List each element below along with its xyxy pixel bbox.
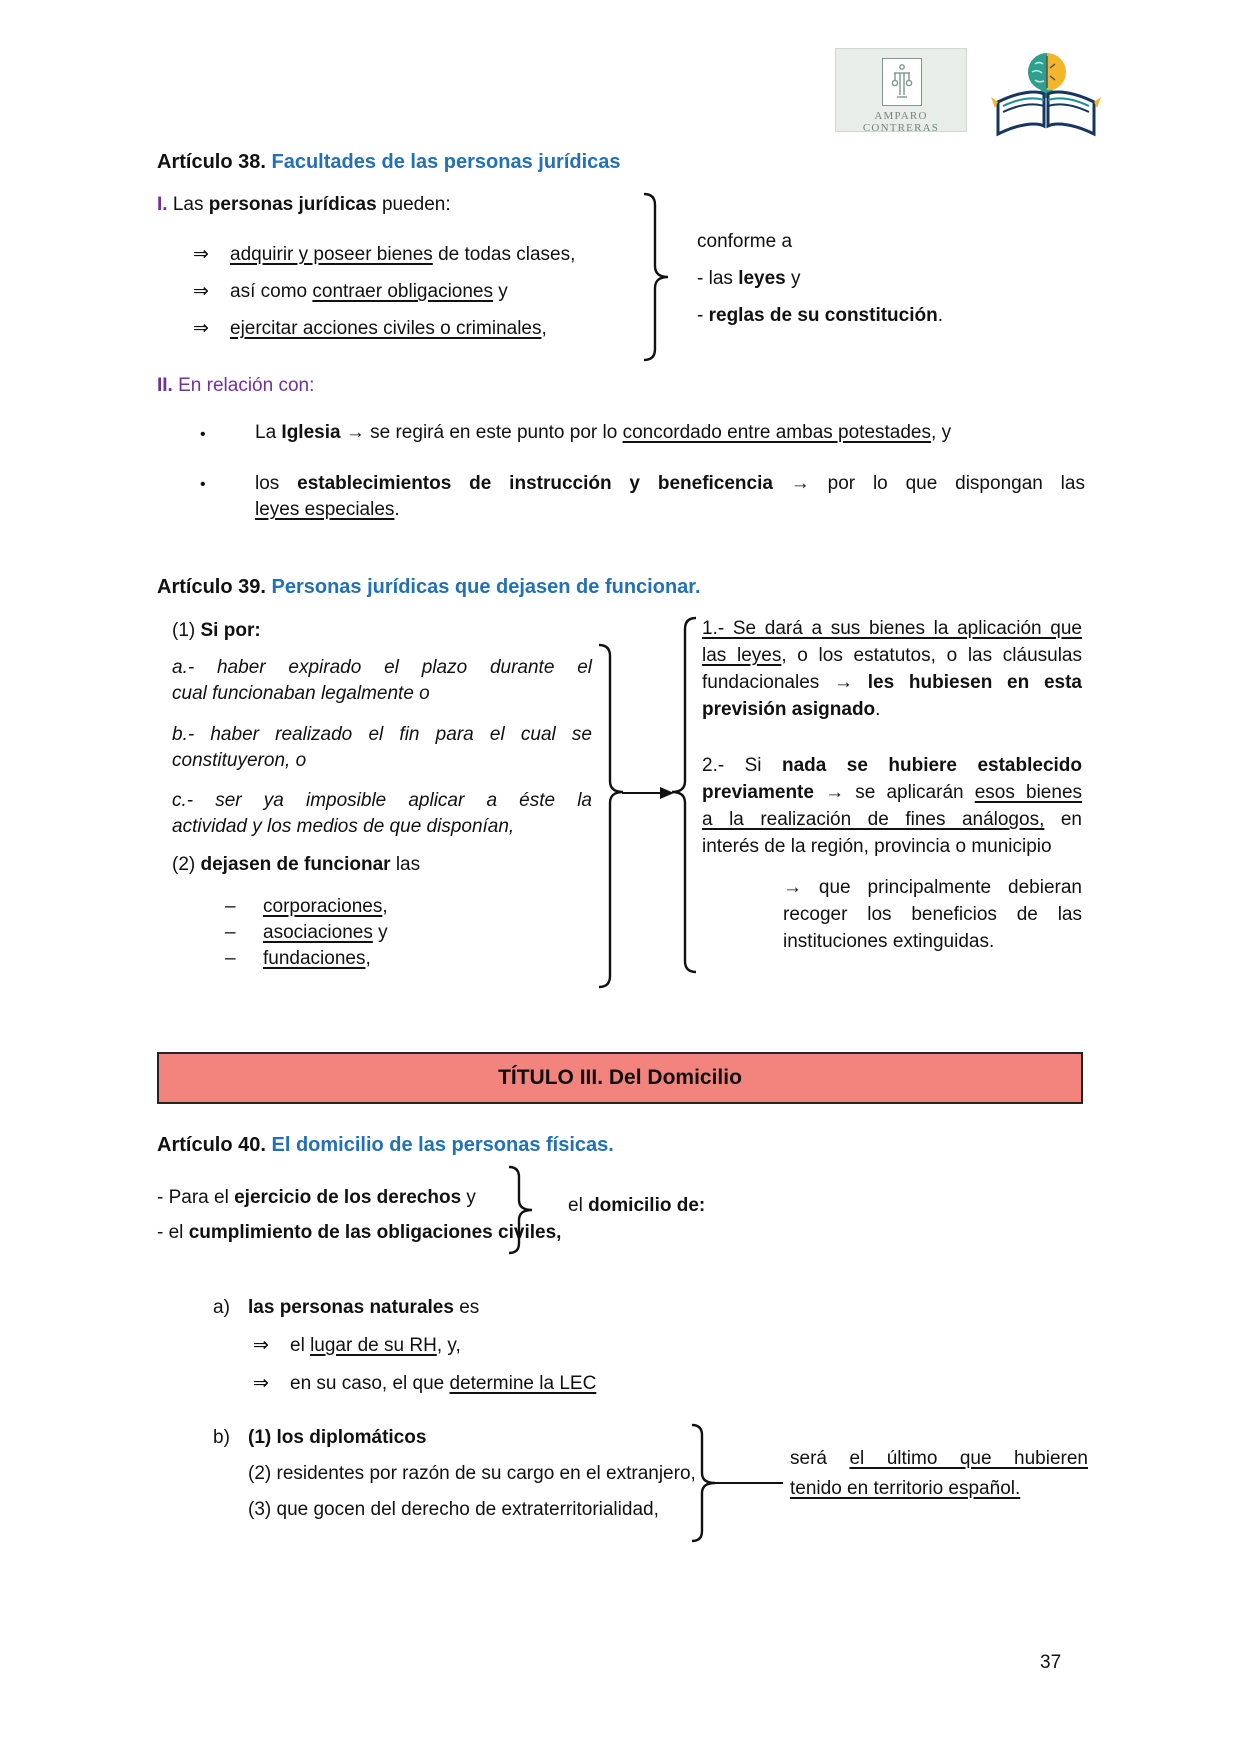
titulo3-banner: TÍTULO III. Del Domicilio [157, 1052, 1083, 1104]
left-brace-icon [669, 615, 699, 975]
art39-rule1: 1.- Se dará a sus bienes la aplicación que las leyes, o los estatutos, o las cláusulas fundacionales → les hubiesen en esta previsión asignado. [702, 618, 1082, 720]
right-brace-icon [596, 642, 626, 990]
list-item: ⇒ en su caso, el que determine la LEC [253, 1373, 597, 1394]
bullet-marker: • [200, 476, 206, 493]
amparo-contreras-logo [835, 48, 967, 132]
bullet-item: • La Iglesia → se regirá en este punto por lo concordado entre ambas potestades, y [200, 421, 1100, 447]
logo-caption: AMPARO CONTRERAS [862, 110, 940, 134]
art38-conforme-block: conforme a - las leyes y - reglas de su constitución. [697, 231, 943, 326]
art38-section2-heading: II. En relación con: [157, 375, 315, 396]
dash-marker: – [225, 922, 236, 943]
art40-a-items [253, 1334, 753, 1396]
art40-intro-line1: - Para el ejercicio de los derechos y [157, 1187, 476, 1208]
list-item: ⇒ así como contraer obligaciones y [193, 281, 508, 302]
double-arrow-marker: ⇒ [193, 318, 209, 339]
right-brace-icon [641, 191, 671, 363]
bullet-item: • los establecimientos de instrucción y beneficencia → por lo que dispongan las leyes especiales. [200, 473, 1085, 520]
art39-cause-a: a.- haber expirado el plazo durante el cual funcionaban legalmente o [172, 657, 592, 704]
book-brain-bulb-logo-icon [990, 42, 1102, 138]
art39-p1: (1) Si por: [172, 620, 261, 641]
list-item: ⇒ adquirir y poseer bienes de todas clases, [193, 244, 576, 265]
dash-item: – fundaciones, [172, 946, 592, 972]
art38-heading: Artículo 38. Facultades de las personas jurídicas [157, 151, 621, 173]
art39-rule2: 2.- Si nada se hubiere establecido previamente → se aplicarán esos bienes a la realización de fines análogos, en interés de la región, provincia o municipio [702, 755, 1083, 857]
connector-line [715, 1482, 783, 1484]
list-item: ⇒ ejercitar acciones civiles o criminales, [193, 318, 547, 339]
connector-arrow-icon [622, 785, 674, 801]
art39-rule2-note: → que principalmente debieran recoger los beneficios de las instituciones extinguidas. [783, 877, 1082, 952]
art39-left-column [172, 618, 592, 972]
art40-intro-line2: - el cumplimiento de las obligaciones civiles, [157, 1222, 562, 1243]
art40-domicilio-label: el domicilio de: [568, 1195, 706, 1216]
scales-emblem-icon [882, 58, 922, 106]
dash-marker: – [225, 948, 236, 969]
double-arrow-marker: ⇒ [193, 244, 209, 265]
double-arrow-marker: ⇒ [253, 1373, 269, 1394]
dash-marker: – [225, 896, 236, 917]
art39-heading: Artículo 39. Personas jurídicas que dejasen de funcionar. [157, 576, 701, 598]
art40-b-label: b) [213, 1427, 230, 1448]
art39-cause-c: c.- ser ya imposible aplicar a éste la actividad y los medios de que disponían, [172, 790, 592, 837]
dash-item: – asociaciones y [172, 920, 592, 946]
list-item: ⇒ el lugar de su RH, y, [253, 1335, 461, 1356]
art40-heading: Artículo 40. El domicilio de las personas físicas. [157, 1134, 614, 1156]
art39-p2: (2) dejasen de funcionar las [172, 854, 421, 875]
art40-a-title: las personas naturales es [248, 1297, 480, 1318]
art40-b-result: será el último que hubieren tenido en territorio español. [790, 1448, 1088, 1499]
bullet-marker: • [200, 426, 206, 443]
art40-b-lines: (1) los diplomáticos (2) residentes por razón de su cargo en el extranjero, (3) que gocen del derecho de extraterritorialidad, [248, 1427, 696, 1520]
art38-intro: I. Las personas jurídicas pueden: [157, 194, 451, 215]
right-brace-icon [506, 1164, 534, 1256]
page-number: 37 [1040, 1652, 1062, 1673]
double-arrow-marker: ⇒ [253, 1335, 269, 1356]
art39-cause-b: b.- haber realizado el fin para el cual se constituyeron, o [172, 724, 592, 771]
double-arrow-marker: ⇒ [193, 281, 209, 302]
art38-item-list [193, 243, 643, 341]
art39-right-column [702, 615, 1082, 955]
art40-a-label: a) [213, 1297, 230, 1318]
dash-item: – corporaciones, [172, 894, 592, 920]
right-brace-icon [689, 1422, 717, 1544]
